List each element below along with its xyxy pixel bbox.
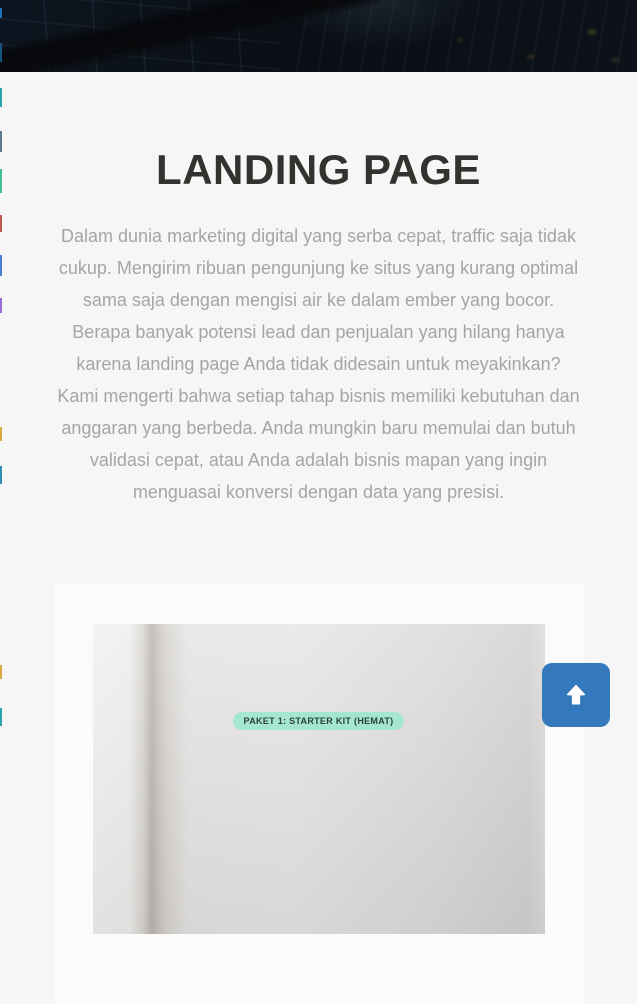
package-card [54, 584, 584, 1004]
arrow-up-icon [563, 682, 589, 708]
brochure-page-image[interactable] [93, 624, 545, 934]
page-title: LANDING PAGE [156, 146, 481, 193]
package-badge: PAKET 1: STARTER KIT (HEMAT) [233, 712, 405, 730]
landing-page-section [0, 72, 637, 508]
hero-banner-image [0, 0, 637, 72]
scroll-to-top-button[interactable] [542, 663, 610, 727]
section-description: Dalam dunia marketing digital yang serba cepat, traffic saja tidak cukup. Mengirim ribuan pengunjung ke situs yang kurang optimal sama saja dengan mengisi air ke dalam ember yang bocor. Berapa banyak potensi lead dan penjualan yang hilang hanya karena landing page Anda tidak didesain untuk meyakinkan? Kami mengerti bahwa setiap tahap bisnis memiliki kebutuhan dan anggaran yang berbeda. Anda mungkin baru memulai dan butuh validasi cepat, atau Anda adalah bisnis mapan yang ingin menguasai konversi dengan data yang presisi. [57, 226, 580, 502]
